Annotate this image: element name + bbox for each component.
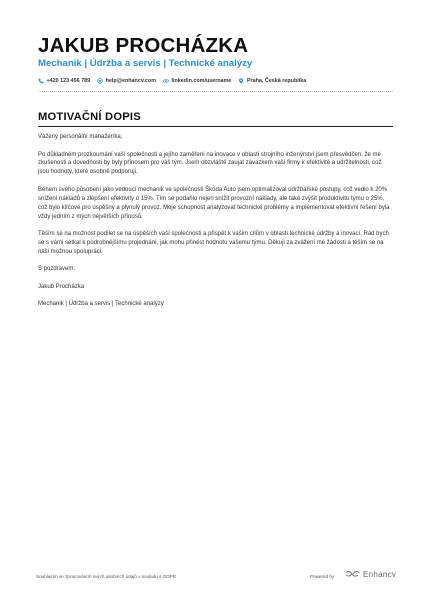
section-title: MOTIVAČNÍ DOPIS bbox=[38, 111, 141, 123]
letter-paragraph-3: Těším se na možnost podílet se na úspěších vaší společnosti a přispět k vašim cílům v oblasti technické údržby a inovací. Rád bych se s vámi setkal k podrobnějšímu projednání, jak mohu přinést hodnotu vašemu týmu. Děkuji za zvážení mé žádosti a těším se na naši možnou spolupráci. bbox=[38, 231, 389, 255]
signature-name: Jakub Procházka bbox=[38, 283, 85, 290]
phone-text: +420 123 456 789 bbox=[46, 78, 91, 84]
header-divider bbox=[38, 91, 393, 92]
applicant-name: JAKUB PROCHÁZKA bbox=[38, 34, 249, 57]
contact-location bbox=[238, 78, 306, 84]
letter-paragraph-2: Během svého působení jako vedoucí mechanik ve společnosti Škoda Auto jsem optimalizoval údržbářské postupy, což vedlo k 20% snížení nákladů a zlepšení efektivity o 15%. Tím se podařilo nejen snížit provozní náklady, ale také zvýšit produktivitu týmu o 25%, což bylo klíčové pro úspěšný a plynulý provoz. Moje schopnost analyzovat technické problémy a implementovat efektivní řešení byla vždy jedním z mých největších přínosů. bbox=[38, 186, 390, 220]
letter-closing: S pozdravem, bbox=[38, 266, 76, 273]
at-sign-icon bbox=[97, 78, 103, 84]
powered-by-label: Powered by bbox=[310, 574, 335, 579]
letter-body bbox=[38, 133, 394, 318]
letter-paragraph-1: Po důkladném prozkoumání vaší společnosti a jejího zaměření na inovace v oblasti strojního inženýrství jsem přesvědčen, že mé zkušenosti a dovednosti by byly přínosem pro váš tým. Jsem obzvláště zaujat závazkem vaší firmy k efektivitě a udržitelnosti, což jsou hodnoty, které osobně podporuji. bbox=[38, 151, 382, 176]
gdpr-note: Souhlasím se zpracováním svých osobních údajů v souladu s GDPR bbox=[36, 574, 176, 579]
link-icon bbox=[163, 78, 169, 84]
location-pin-icon bbox=[238, 78, 244, 84]
phone-icon bbox=[38, 78, 44, 84]
contact-phone bbox=[38, 78, 90, 84]
signature-title: Mechanik | Údržba a servis | Technické analýzy bbox=[38, 301, 164, 308]
brand-logo[interactable] bbox=[345, 570, 396, 579]
applicant-title: Mechanik | Údržba a servis | Technické analýzy bbox=[38, 58, 253, 69]
enhancv-logo-icon bbox=[345, 570, 360, 579]
contact-bar bbox=[38, 76, 313, 86]
section-rule bbox=[38, 126, 393, 127]
letter-greeting: Vážený personální manažer/ka, bbox=[38, 134, 123, 140]
email-text: help@enhancv.com bbox=[105, 78, 157, 84]
location-text: Praha, Česká republika bbox=[246, 78, 307, 84]
linkedin-text: linkedin.com/username bbox=[171, 78, 232, 84]
contact-linkedin[interactable] bbox=[163, 78, 231, 84]
brand-name: Enhancv bbox=[363, 570, 397, 579]
contact-email[interactable] bbox=[97, 78, 156, 84]
